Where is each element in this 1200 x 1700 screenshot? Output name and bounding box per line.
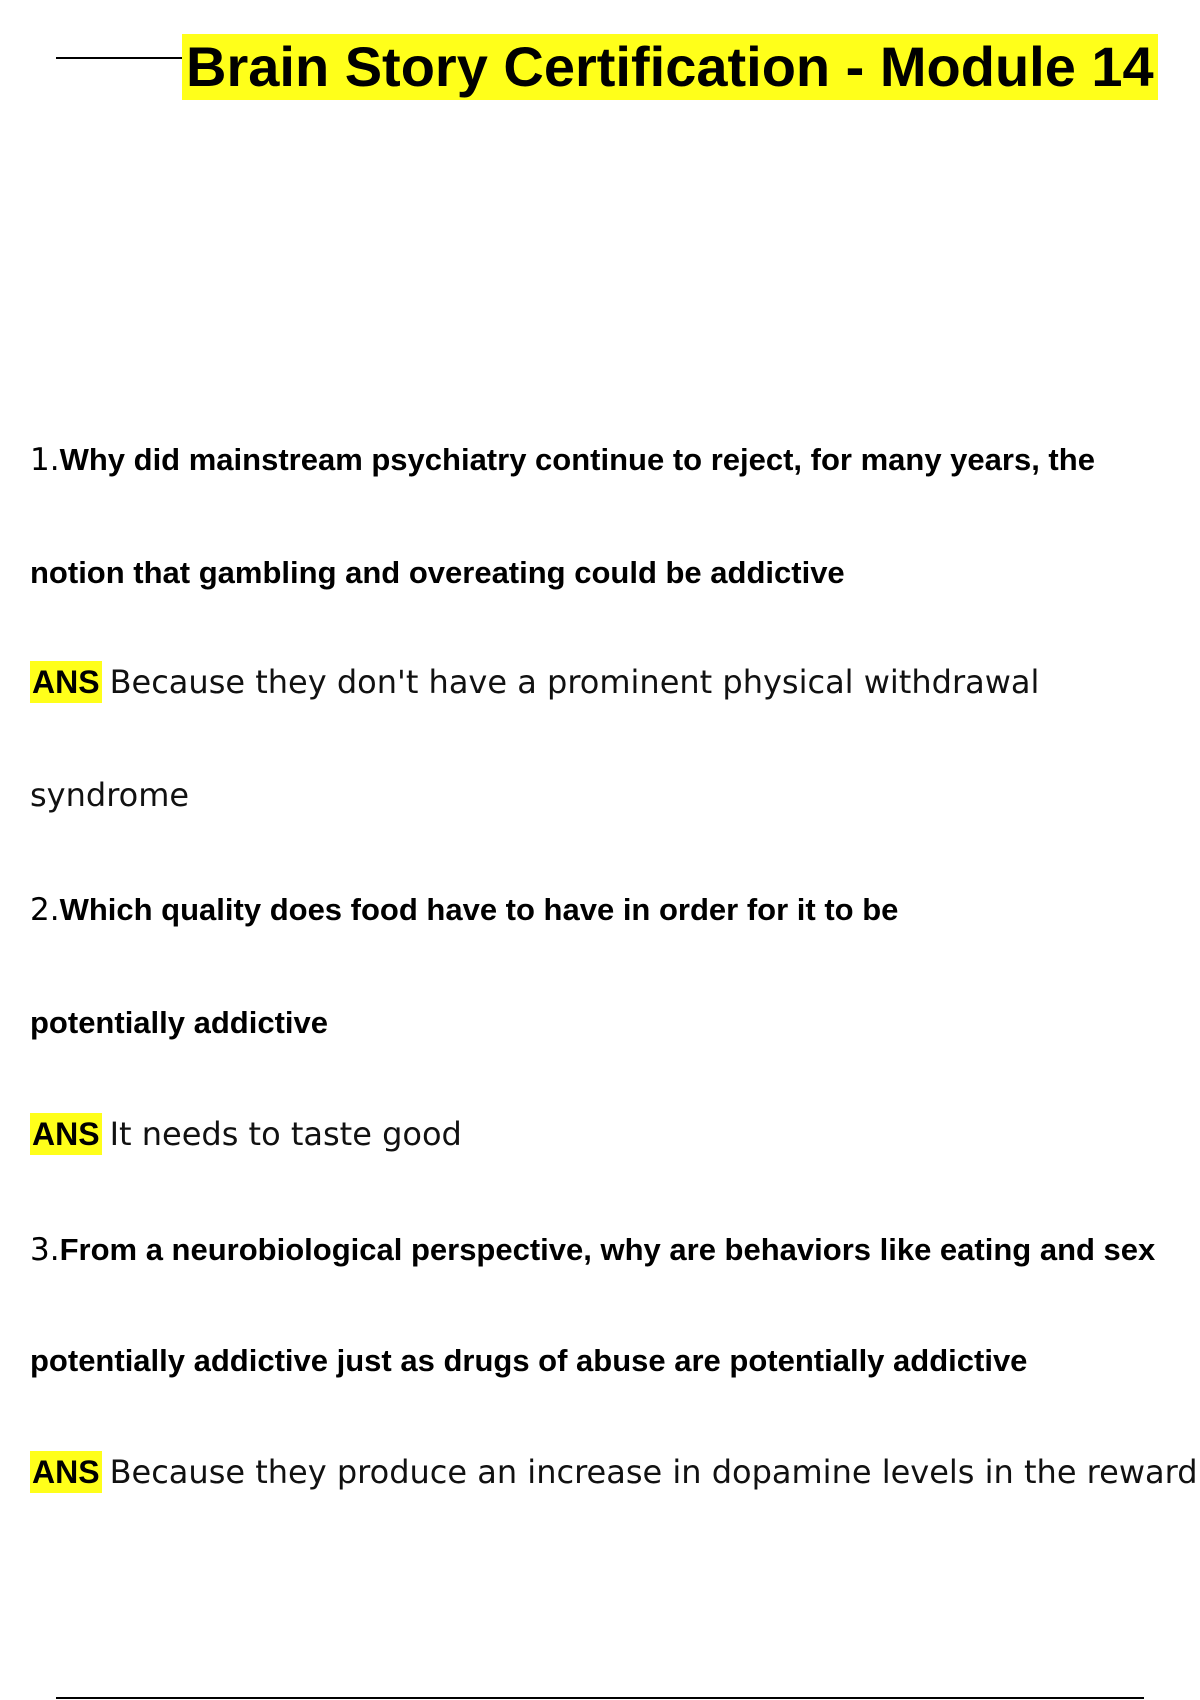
question-1-number: 1. <box>30 442 60 478</box>
answer-2-line-1 <box>30 1113 462 1155</box>
answer-2-text: It needs to taste good <box>109 1115 462 1153</box>
question-2-line-2: potentially addictive <box>30 1005 329 1040</box>
header-rule <box>56 57 184 59</box>
answer-2-tag: ANS <box>30 1113 102 1155</box>
document-title: Brain Story Certification - Module 14 <box>182 34 1158 100</box>
question-2-number: 2. <box>30 892 60 928</box>
question-1-line-2: notion that gambling and overeating could be addictive <box>30 555 845 590</box>
question-3-line-1 <box>30 1230 1155 1270</box>
answer-1-tag: ANS <box>30 661 102 703</box>
question-3-text: From a neurobiological perspective, why are behaviors like eating and sex <box>59 1232 1156 1267</box>
answer-1-line-2: syndrome <box>30 776 190 814</box>
answer-1-line-1 <box>30 661 1039 703</box>
question-1-line-1 <box>30 440 1095 480</box>
answer-3-line-1 <box>30 1451 1198 1493</box>
question-3-number: 3. <box>30 1232 60 1268</box>
answer-3-tag: ANS <box>30 1451 102 1493</box>
question-2-line-1 <box>30 890 898 930</box>
question-1-text: Why did mainstream psychiatry continue to reject, for many years, the <box>59 442 1095 477</box>
question-2-text: Which quality does food have to have in order for it to be <box>59 892 899 927</box>
question-3-line-2: potentially addictive just as drugs of abuse are potentially addictive <box>30 1343 1028 1378</box>
answer-3-text: Because they produce an increase in dopamine levels in the reward <box>109 1453 1198 1491</box>
answer-1-text: Because they don't have a prominent physical withdrawal <box>109 663 1040 701</box>
footer-rule <box>56 1697 1144 1699</box>
